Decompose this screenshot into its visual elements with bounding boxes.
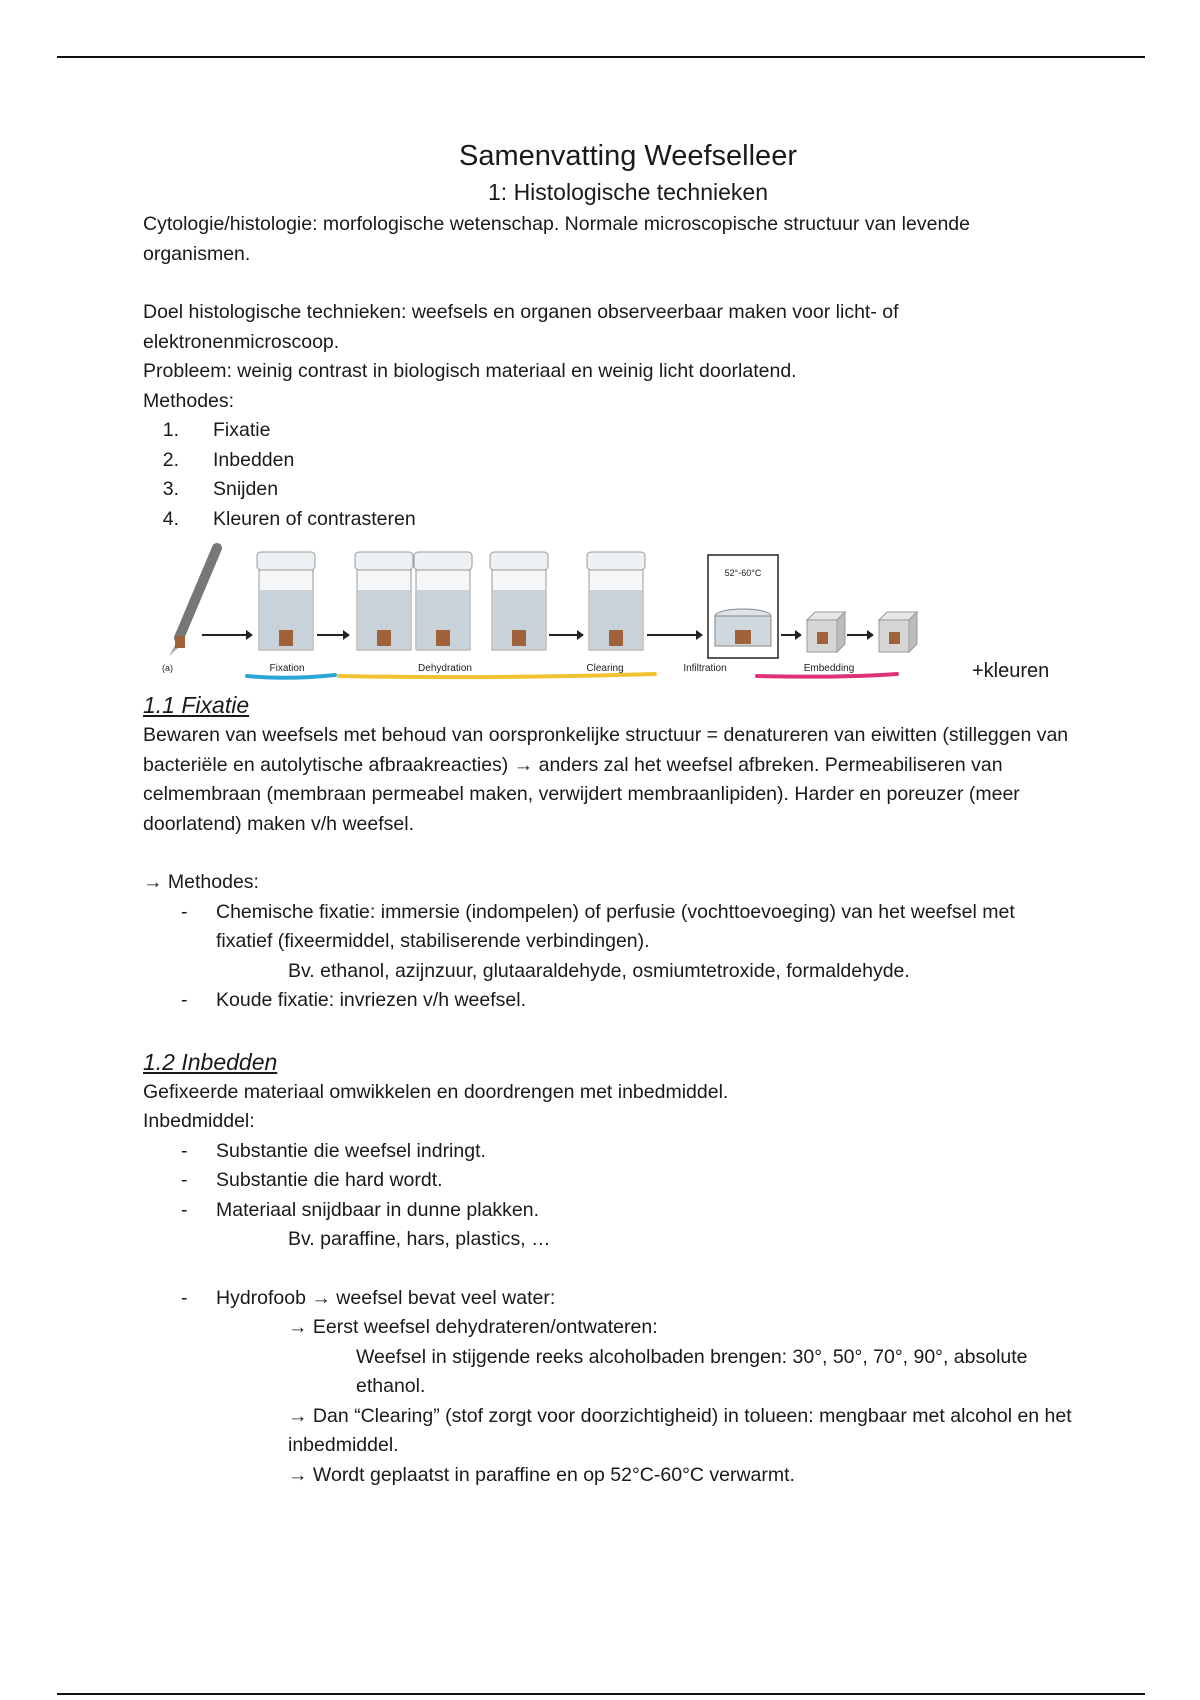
stage-label-dehydration: Dehydration: [418, 663, 472, 674]
fixatie-methods-list: [143, 898, 1073, 957]
step-dehydrate-detail: Weefsel in stijgende reeks alcoholbaden brengen: 30°, 50°, 70°, 90°, absolute ethanol.: [356, 1345, 1028, 1397]
hydrofoob-list: [143, 1284, 1073, 1314]
specimen-jar-3: [414, 552, 472, 650]
process-arrowhead-1: [246, 630, 253, 640]
list-item: - Chemische fixatie: immersie (indompelen) of perfusie (vochttoevoeging) van het weefsel met fixatief (fixeermiddel, stabiliserende verbindingen).: [181, 900, 1015, 952]
process-diagram: [157, 538, 957, 688]
fixatie-example: Bv. ethanol, azijnzuur, glutaaraldehyde, osmiumtetroxide, formaldehyde.: [288, 959, 910, 982]
list-item: - Hydrofoob → weefsel bevat veel water:: [181, 1286, 556, 1309]
list-item: - Substantie die weefsel indringt.: [181, 1139, 486, 1162]
extra-step-label: +kleuren: [972, 660, 1050, 682]
embedding-block-1: [807, 612, 845, 652]
step-paraffin: → Wordt geplaatst in paraffine en op 52°C-60°C verwarmt.: [288, 1463, 795, 1486]
highlight-fixation: [247, 675, 335, 678]
process-arrowhead-6: [795, 630, 802, 640]
inbedden-paragraph: Gefixeerde materiaal omwikkelen en doordrengen met inbedmiddel.: [143, 1080, 729, 1103]
chapter-title: 1: Histologische technieken: [488, 179, 768, 205]
fixatie-methods-list-2: [143, 986, 1073, 1016]
process-arrowhead-2: [343, 630, 350, 640]
specimen-jar-1: [257, 552, 315, 650]
intro-paragraph-1: Cytologie/histologie: morfologische wetenschap. Normale microscopische structuur van levende organismen.: [143, 213, 970, 265]
intro-methods-label: Methodes:: [143, 389, 235, 412]
stage-label-infiltration: Infiltration: [683, 663, 727, 674]
intro-paragraph-2: Doel histologische technieken: weefsels en organen observeerbaar maken voor licht- of elektronenmicroscoop.: [143, 301, 899, 353]
specimen-jar-5: [587, 552, 645, 650]
section-heading-inbedden: 1.2 Inbedden: [143, 1048, 278, 1075]
fixatie-methods-label: → Methodes:: [143, 871, 259, 893]
process-arrowhead-5: [696, 630, 703, 640]
intro-paragraph-3: Probleem: weinig contrast in biologisch materiaal en weinig licht doorlatend.: [143, 360, 797, 382]
list-item: 1. Fixatie: [162, 419, 271, 441]
list-item: - Koude fixatie: invriezen v/h weefsel.: [181, 989, 527, 1011]
list-item: - Substantie die hard wordt.: [181, 1169, 443, 1191]
inbedmiddel-list: [143, 1137, 1073, 1226]
inbedmiddel-label: Inbedmiddel:: [143, 1110, 255, 1132]
document-body: [143, 140, 1073, 1490]
embedding-block-2: [879, 612, 917, 652]
methods-list: [143, 416, 1073, 534]
histology-process-figure: [157, 538, 1057, 688]
step-clearing: → Dan “Clearing” (stof zorgt voor doorzichtigheid) in tolueen: mengbaar met alcohol en het inbedmiddel.: [288, 1404, 1072, 1456]
panel-label: (a): [162, 663, 173, 673]
stage-label-fixation: Fixation: [269, 663, 305, 674]
inbedmiddel-example: Bv. paraffine, hars, plastics, …: [288, 1228, 551, 1250]
stage-label-embedding: Embedding: [803, 663, 855, 674]
process-arrowhead-7: [867, 630, 874, 640]
scalpel-icon: [169, 548, 217, 656]
highlight-embedding: [757, 674, 897, 677]
step-dehydrate: → Eerst weefsel dehydrateren/ontwateren:: [288, 1316, 658, 1338]
highlight-dehydration: [339, 674, 655, 677]
section-heading-fixatie: 1.1 Fixatie: [143, 692, 250, 718]
fixatie-paragraph: Bewaren van weefsels met behoud van oorspronkelijke structuur = denatureren van eiwitten (stilleggen van bacteriële en autolytische afbraakreacties) → anders zal het weefsel afbreken. Permeabiliseren van celmembraan (membraan permeabel maken, verwijdert membraanlipiden). Harder en poreuzer (meer doorlatend) maken v/h weefsel.: [143, 724, 1069, 835]
list-item: 3. Snijden: [162, 478, 279, 500]
temperature-label: 52°-60°C: [724, 568, 762, 578]
specimen-jar-2: [355, 552, 413, 650]
footer-rule: [57, 1693, 1145, 1695]
list-item: 4. Kleuren of contrasteren: [162, 507, 416, 530]
page-title: Samenvatting Weefselleer: [459, 140, 797, 172]
specimen-jar-4: [490, 552, 548, 650]
list-item: - Materiaal snijdbaar in dunne plakken.: [181, 1198, 540, 1221]
stage-label-clearing: Clearing: [586, 663, 624, 674]
header-rule: [57, 56, 1145, 58]
process-arrowhead-4: [577, 630, 584, 640]
list-item: 2. Inbedden: [162, 448, 295, 471]
